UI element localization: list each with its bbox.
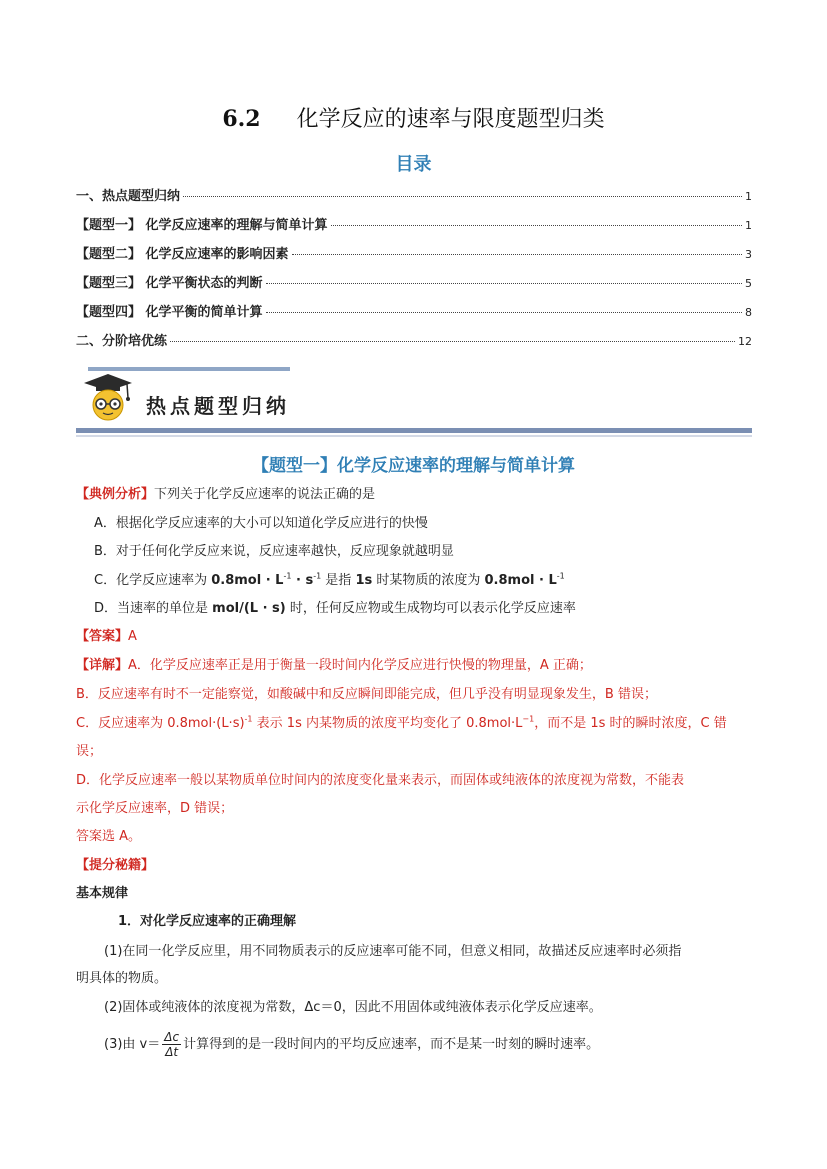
tips-p1a: (1)在同一化学反应里，用不同物质表示的反应速率可能不同，但意义相同，故描述反应速率时必须指 — [104, 944, 682, 959]
answer-value: A — [128, 629, 137, 644]
option-c — [94, 572, 565, 590]
toc-leader — [266, 283, 742, 284]
option-a: A．根据化学反应速率的大小可以知道化学反应进行的快慢 — [94, 516, 428, 531]
formula-denominator: Δt — [165, 1045, 179, 1059]
option-c-text: 时某物质的浓度为 — [372, 573, 485, 588]
toc-label: 【题型三】 化学平衡状态的判断 — [76, 276, 263, 291]
tips-p3-text: (3)由 v＝ — [104, 1037, 161, 1052]
title-text: 化学反应的速率与限度题型归类 — [296, 107, 605, 132]
page-title — [0, 102, 827, 133]
table-of-contents — [76, 185, 752, 359]
option-c-exp: -1 — [283, 571, 292, 581]
option-d — [94, 600, 576, 618]
banner-text: 热点题型归纳 — [146, 394, 290, 418]
scholar-mascot-icon — [82, 372, 134, 422]
toc-entry[interactable] — [76, 214, 752, 243]
option-c-text: C．化学反应速率为 — [94, 573, 212, 588]
toc-page: 3 — [745, 248, 752, 261]
explain-line-2: B．反应速率有时不一定能察觉，如酸碱中和反应瞬间即能完成，但几乎没有明显现象发生，B 错误； — [76, 687, 657, 702]
toc-label: 二、分阶培优练 — [76, 334, 168, 349]
option-b: B．对于任何化学反应来说，反应速率越快，反应现象就越明显 — [94, 544, 454, 559]
toc-leader — [331, 225, 742, 226]
section-banner — [76, 360, 752, 440]
explain-line-5: D．化学反应速率一般以某物质单位时间内的浓度变化量来表示，而固体或纯液体的浓度视为常数，不能表 — [76, 773, 685, 788]
explain-line-7: 答案选 A。 — [76, 829, 142, 844]
explain-exp: -1 — [244, 714, 253, 724]
toc-page: 1 — [745, 190, 752, 203]
toc-page: 8 — [745, 306, 752, 319]
explain-line-1 — [76, 657, 592, 675]
toc-entry[interactable] — [76, 301, 752, 330]
tips-p2: (2)固体或纯液体的浓度视为常数，Δc＝0，因此不用固体或纯液体表示化学反应速率。 — [104, 1000, 602, 1015]
tips-heading: 基本规律 — [76, 886, 129, 901]
section-title: 【题型一】化学反应速率的理解与简单计算 — [252, 456, 575, 476]
option-c-exp: -1 — [556, 571, 565, 581]
toc-leader — [183, 196, 742, 197]
explain-line-4: 误； — [76, 744, 103, 759]
toc-label: 【题型四】 化学平衡的简单计算 — [76, 305, 263, 320]
option-c-unit: 0.8mol · L — [484, 573, 557, 588]
tips-p3 — [104, 1030, 599, 1059]
explain-text: ，而不是 1s 时的瞬时浓度，C 错 — [534, 716, 727, 731]
option-d-unit: mol/(L · s) — [212, 601, 286, 616]
toc-leader — [266, 312, 742, 313]
toc-leader — [292, 254, 742, 255]
toc-label: 【题型二】 化学反应速率的影响因素 — [76, 247, 289, 262]
explain-text: C．反应速率为 0.8mol·(L·s) — [76, 716, 245, 731]
explain-text: A．化学反应速率正是用于衡量一段时间内化学反应进行快慢的物理量，A 正确； — [128, 658, 592, 673]
option-d-text: D．当速率的单位是 — [94, 601, 213, 616]
answer-line — [76, 628, 137, 646]
explain-exp: −1 — [522, 714, 535, 724]
example-label: 【典例分析】 — [76, 487, 155, 502]
banner-divider-shadow — [76, 435, 752, 437]
title-number: 6.2 — [222, 106, 261, 132]
explain-line-6: 示化学反应速率，D 错误； — [76, 801, 234, 816]
option-c-unit: 0.8mol · L — [211, 573, 284, 588]
tips-subheading: 1．对化学反应速率的正确理解 — [118, 914, 297, 929]
toc-page: 12 — [738, 335, 752, 348]
toc-entry[interactable] — [76, 185, 752, 214]
question-text: 下列关于化学反应速率的说法正确的是 — [154, 487, 376, 502]
formula-numerator: Δc — [164, 1030, 180, 1044]
toc-page: 5 — [745, 277, 752, 290]
answer-label: 【答案】 — [76, 629, 129, 644]
toc-entry[interactable] — [76, 243, 752, 272]
toc-label: 【题型一】 化学反应速率的理解与简单计算 — [76, 218, 328, 233]
option-c-unit: · s — [291, 573, 314, 588]
explain-label: 【详解】 — [76, 658, 129, 673]
explain-text: 表示 1s 内某物质的浓度平均变化了 0.8mol·L — [252, 716, 523, 731]
toc-entry[interactable] — [76, 272, 752, 301]
tips-p3-text: 计算得到的是一段时间内的平均反应速率，而不是某一时刻的瞬时速率。 — [183, 1037, 600, 1052]
explain-line-3 — [76, 715, 727, 733]
option-c-exp: -1 — [313, 571, 322, 581]
rate-formula — [162, 1030, 181, 1059]
toc-leader — [170, 341, 735, 342]
banner-top-bar — [88, 367, 290, 371]
toc-entry[interactable] — [76, 330, 752, 359]
tips-p1b: 明具体的物质。 — [76, 971, 168, 986]
toc-heading: 目录 — [395, 154, 432, 175]
option-c-text: 是指 — [321, 573, 356, 588]
example-question — [76, 486, 375, 504]
toc-label: 一、热点题型归纳 — [76, 189, 181, 204]
option-d-text: 时，任何反应物或生成物均可以表示化学反应速率 — [285, 601, 576, 616]
tips-label: 【提分秘籍】 — [76, 858, 155, 873]
banner-divider — [76, 428, 752, 433]
toc-page: 1 — [745, 219, 752, 232]
option-c-time: 1s — [355, 573, 373, 588]
